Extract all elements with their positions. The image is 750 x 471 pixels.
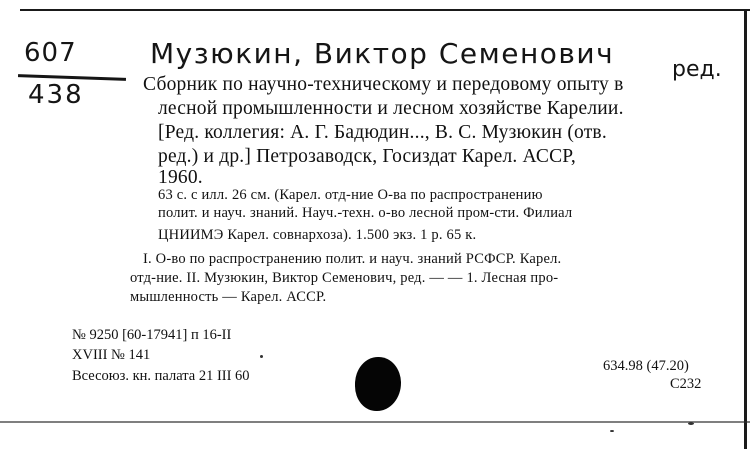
tracing-line: мышленность — Карел. АССР. bbox=[130, 289, 327, 305]
card-bottom-edge bbox=[0, 421, 750, 423]
ink-speck bbox=[688, 422, 694, 425]
ink-blot bbox=[355, 357, 401, 411]
description-line: полит. и науч. знаний. Науч.-техн. о-во лесной пром-сти. Филиал bbox=[158, 205, 573, 221]
imprint-line: № 9250 [60-17941] п 16-II bbox=[72, 327, 232, 343]
imprint-line: Всесоюз. кн. палата 21 III 60 bbox=[72, 368, 250, 384]
title-line: лесной промышленности и лесном хозяйстве Карелии. bbox=[158, 98, 624, 119]
description-line: 63 с. с илл. 26 см. (Карел. отд-ние О-ва по распространению bbox=[158, 187, 543, 203]
ink-speck bbox=[610, 430, 614, 432]
tracing-line: I. О-во по распространению полит. и науч. знаний РСФСР. Карел. bbox=[143, 251, 562, 267]
udc-number: 634.98 (47.20) bbox=[603, 358, 689, 374]
card-right-edge bbox=[744, 9, 747, 449]
shelf-mark-top: 607 bbox=[24, 38, 77, 68]
title-line: 1960. bbox=[158, 167, 203, 188]
shelf-mark-bottom: 438 bbox=[28, 80, 84, 110]
card-top-edge bbox=[20, 9, 750, 11]
tracing-line: отд-ние. II. Музюкин, Виктор Семенович, ред. — — 1. Лесная про- bbox=[130, 270, 559, 286]
title-line: [Ред. коллегия: А. Г. Бадюдин..., В. С. Музюкин (отв. bbox=[158, 122, 607, 143]
handwritten-role: ред. bbox=[672, 57, 722, 82]
imprint-line: XVIII № 141 bbox=[72, 347, 151, 363]
ink-speck bbox=[260, 355, 263, 358]
description-line: ЦНИИМЭ Карел. совнархоза). 1.500 экз. 1 р. 65 к. bbox=[158, 227, 477, 243]
title-line: ред.) и др.] Петрозаводск, Госиздат Карел. АССР, bbox=[158, 146, 576, 167]
handwritten-author: Музюкин, Виктор Семенович bbox=[150, 37, 615, 70]
title-line: Сборник по научно-техническому и передовому опыту в bbox=[143, 74, 624, 95]
classification-code: С232 bbox=[670, 376, 702, 392]
